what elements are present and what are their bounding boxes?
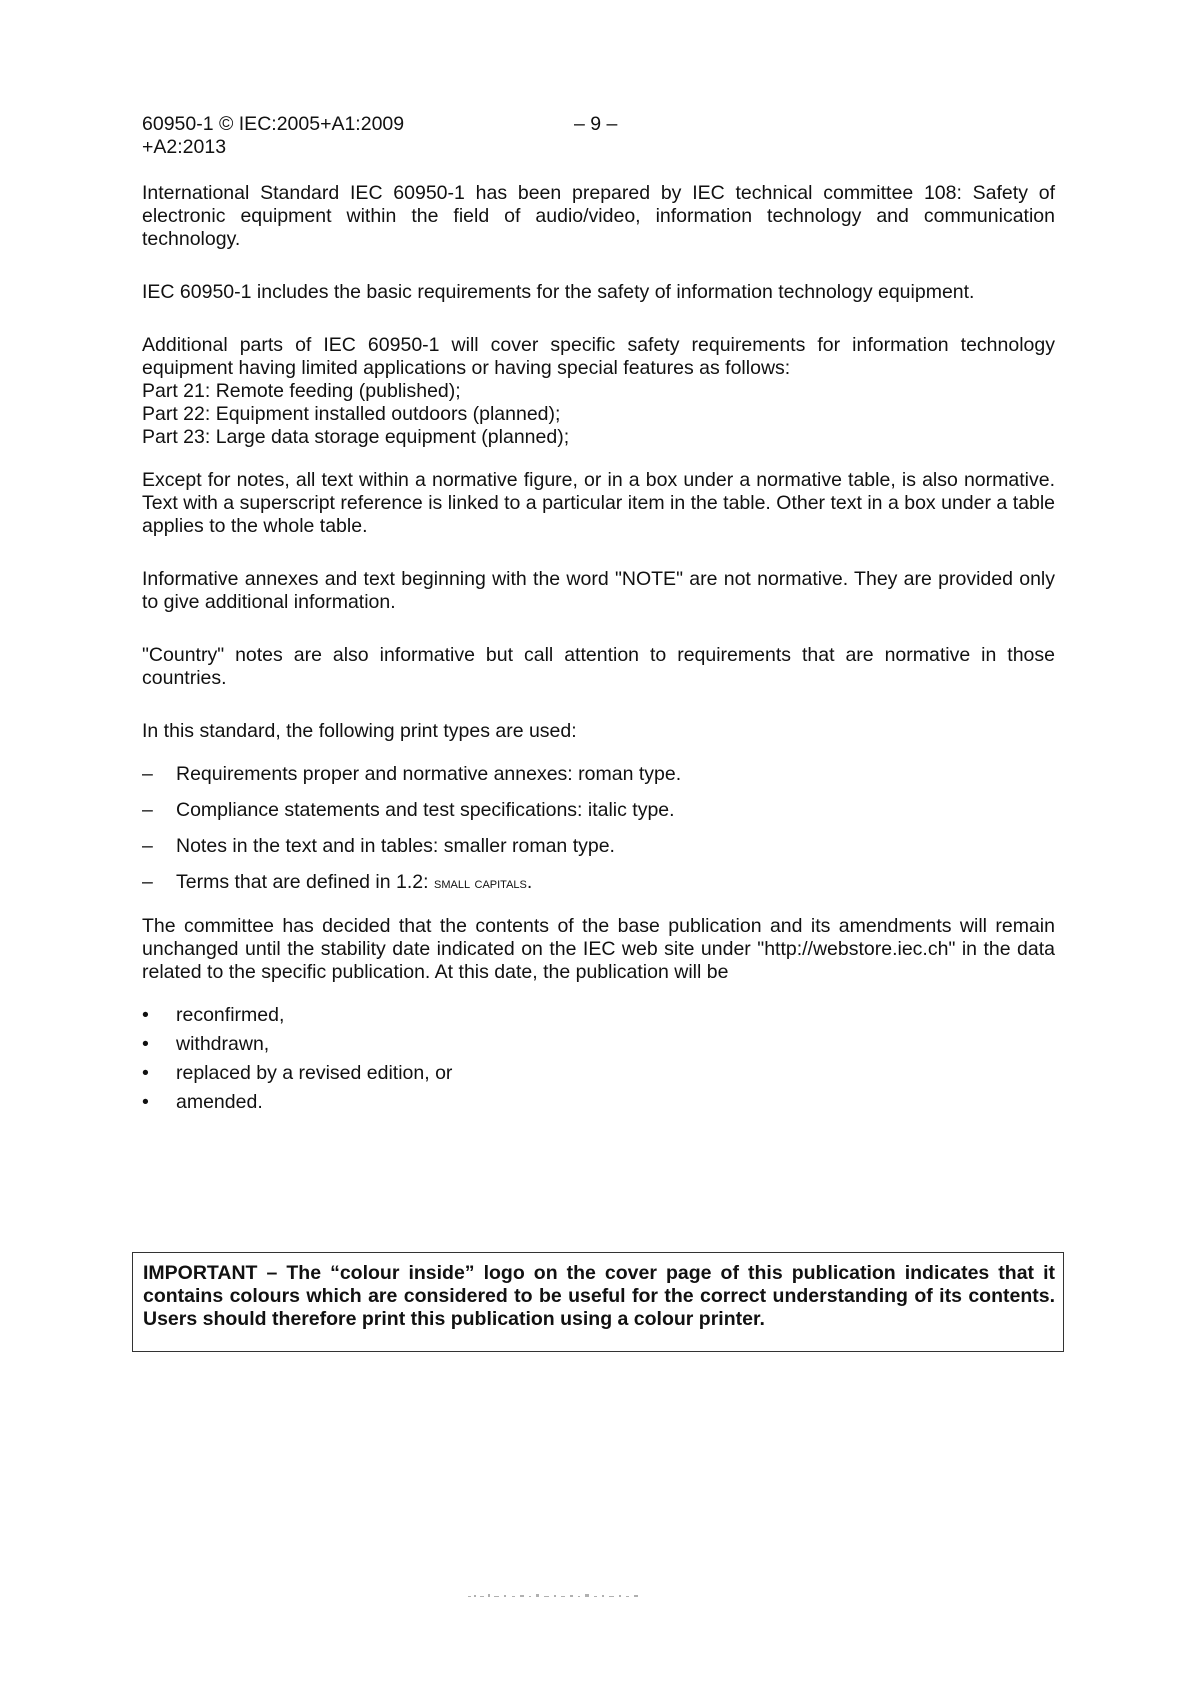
dash-marker: – [142,763,153,785]
list-item-text: Compliance statements and test specifications: italic type. [176,799,675,821]
list-item [142,1004,1055,1027]
list-item [142,1062,1055,1085]
list-item-text: replaced by a revised edition, or [176,1062,453,1084]
list-item-text: Terms that are defined in 1.2: [176,871,434,893]
print-types-intro: In this standard, the following print types are used: [142,720,577,742]
page-header [142,113,662,163]
parts-list [142,380,1055,449]
country-notes-paragraph: "Country" notes are also informative but call attention to requirements that are normative in those countries. [142,644,1055,689]
list-item [142,871,1055,895]
bullet-marker: • [142,1091,149,1113]
standard-reference: 60950-1 © IEC:2005+A1:2009 +A2:2013 [142,113,405,158]
intro-paragraph-committee: International Standard IEC 60950-1 has been prepared by IEC technical committee 108: Safety of electronic equipment within the field of audio/video, information technology and communication technology. [142,182,1055,250]
dash-marker: – [142,799,153,821]
stability-outcomes-list [142,1004,1055,1114]
list-item [142,763,1055,786]
bullet-marker: • [142,1062,149,1084]
print-types-list [142,763,1055,895]
list-item-text: Notes in the text and in tables: smaller roman type. [176,835,615,857]
list-item [142,1091,1055,1114]
important-notice-box [132,1252,1064,1352]
stability-paragraph: The committee has decided that the contents of the base publication and its amendments will remain unchanged until the stability date indicated on the IEC web site under "http://webstore.iec.ch" in the data related to the specific publication. At this date, the publication will be [142,915,1055,983]
bullet-marker: • [142,1033,149,1055]
intro-paragraph-additional-parts: Additional parts of IEC 60950-1 will cover specific safety requirements for information technology equipment having limited applications or having special features as follows: [142,334,1055,379]
small-capitals-text: small capitals [433,875,527,892]
list-item-text: Requirements proper and normative annexes: roman type. [176,763,682,785]
intro-paragraph-scope: IEC 60950-1 includes the basic requirements for the safety of information technology equipment. [142,281,975,303]
footer-watermark-dots [466,1590,646,1602]
page-number: – 9 – [574,113,618,135]
part-item: Part 22: Equipment installed outdoors (planned); [142,403,561,425]
list-item-text: withdrawn, [176,1033,270,1055]
list-item-suffix: . [526,871,533,893]
part-item: Part 21: Remote feeding (published); [142,380,461,402]
list-item-text: amended. [176,1091,263,1113]
dash-marker: – [142,835,153,857]
dash-marker: – [142,871,153,893]
list-item [142,835,1055,858]
normative-paragraph: Except for notes, all text within a normative figure, or in a box under a normative table, is also normative. Text with a superscript reference is linked to a particular item in the table. Other text in a box under a table applies to the whole table. [142,469,1055,537]
list-item [142,1033,1055,1056]
important-notice-text: IMPORTANT – The “colour inside” logo on the cover page of this publication indicates that it contains colours which are considered to be useful for the correct understanding of its contents. Users should therefore print this publication using a colour printer. [143,1262,1055,1330]
list-item-text: reconfirmed, [176,1004,285,1026]
bullet-marker: • [142,1004,149,1026]
informative-annexes-paragraph: Informative annexes and text beginning with the word "NOTE" are not normative. They are provided only to give additional information. [142,568,1055,613]
document-body [142,182,1055,1114]
part-item: Part 23: Large data storage equipment (planned); [142,426,570,448]
list-item [142,799,1055,822]
